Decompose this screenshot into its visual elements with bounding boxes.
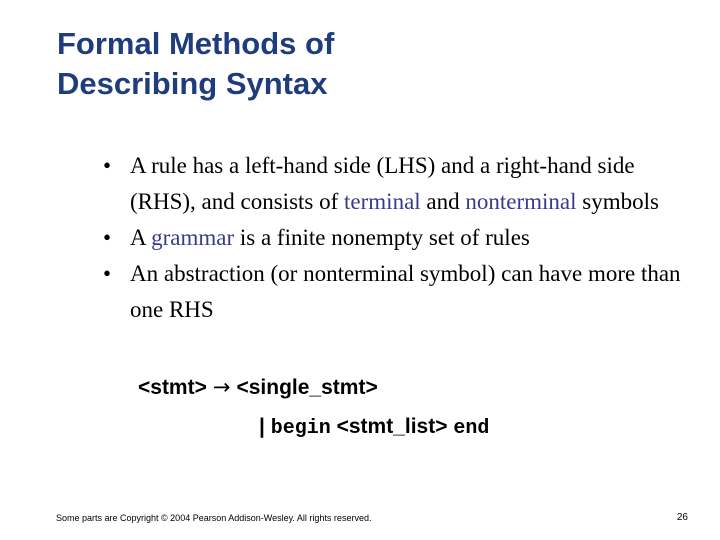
bullet-dot-icon: •: [103, 261, 112, 286]
right-arrow-icon: →: [212, 375, 231, 399]
bullet-text: A rule has a left-hand side (LHS) and a right-hand side (RHS), and consists of: [130, 153, 635, 214]
grammar-rhs-stmt-list: <stmt_list>: [336, 415, 448, 438]
bullet-list: [103, 148, 703, 328]
grammar-alternative-bar: |: [259, 415, 265, 438]
copyright-footer: Some parts are Copyright © 2004 Pearson Addison-Wesley. All rights reserved.: [56, 513, 372, 523]
bullet-item-rule: [103, 148, 703, 220]
keyword-begin: begin: [270, 417, 331, 440]
slide-title: [57, 24, 334, 104]
bullet-text: is a finite nonempty set of rules: [234, 225, 530, 250]
grammar-rule-line-2: [259, 409, 489, 447]
bullet-item-abstraction: [103, 256, 703, 328]
bullet-text: An abstraction (or nonterminal symbol) can have more than one RHS: [130, 261, 681, 322]
slide-title-line-1: Formal Methods of: [57, 26, 335, 61]
bullet-dot-icon: •: [103, 153, 112, 178]
term-nonterminal: nonterminal: [465, 189, 577, 214]
grammar-rule-line-1: [138, 369, 378, 406]
page-number: 26: [676, 512, 688, 523]
bullet-item-grammar: [103, 220, 703, 256]
bullet-dot-icon: •: [103, 225, 112, 250]
term-terminal: terminal: [344, 189, 421, 214]
bullet-text: A: [130, 225, 152, 250]
slide-title-line-2: Describing Syntax: [57, 66, 328, 101]
keyword-end: end: [453, 417, 490, 440]
grammar-rhs-single-stmt: <single_stmt>: [236, 376, 378, 399]
bullet-text: symbols: [576, 189, 659, 214]
term-grammar: grammar: [151, 225, 235, 250]
bullet-text: and: [420, 189, 466, 214]
grammar-lhs: <stmt>: [138, 376, 207, 399]
